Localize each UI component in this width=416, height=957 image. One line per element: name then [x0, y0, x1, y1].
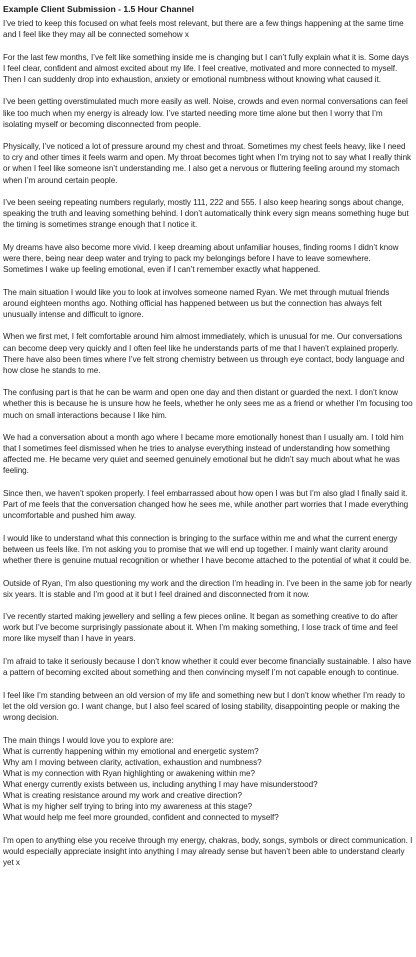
question-item: What would help me feel more grounded, confident and connected to myself? [3, 813, 279, 823]
document-title: Example Client Submission - 1.5 Hour Channel [3, 4, 195, 14]
paragraph-numbers: I’ve been seeing repeating numbers regularly, mostly 111, 222 and 555. I also keep hearing songs about change, speaking the truth and leaving something behind. I don’t automatically think every sign means something huge but the timing is sometimes strange enough that I notice it. [3, 198, 409, 230]
paragraph-overstimulation: I’ve been getting overstimulated much more easily as well. Noise, crowds and even normal conversations can feel like too much when my energy is already low. I’ve started needing more time alone but then I worry that I’m isolating myself or becoming disconnected from people. [3, 97, 408, 129]
questions-list [3, 735, 413, 824]
question-item: What energy currently exists between us, including anything I may have misunderstood? [3, 779, 318, 789]
paragraph-since-then: Since then, we haven’t spoken properly. I feel embarrassed about how open I was but I’m also glad I finally said it. Part of me feels that the conversation changed how he sees me, while another part worries that I made everything uncomfortable and pushed him away. [3, 489, 409, 521]
question-item: What is currently happening within my emotional and energetic system? [3, 746, 259, 756]
questions-intro: The main things I would love you to explore are: [3, 735, 174, 745]
question-item: What is my connection with Ryan highlighting or awakening within me? [3, 768, 255, 778]
paragraph-work: Outside of Ryan, I’m also questioning my work and the direction I’m heading in. I’ve been in the same job for nearly six years. It is stable and I’m good at it but I feel drained and disconnected from it now. [3, 578, 412, 599]
paragraph-physical: Physically, I’ve noticed a lot of pressure around my chest and throat. Sometimes my chest feels heavy, like I need to cry and other times it feels warm and open. My throat becomes tight when I’m trying not to say what I really think or when I feel like someone isn’t understanding me. I also get a nervous or fluttering feeling around my stomach when I’m around certain people. [3, 142, 412, 185]
paragraph-dreams: My dreams have also become more vivid. I keep dreaming about unfamiliar houses, finding rooms I didn’t know were there, being near deep water and trying to pack my belongings before I have to leave somewhere. Sometimes I wake up feeling emotional, even if I can’t remember exactly what happened. [3, 242, 399, 275]
paragraph-first-met: When we first met, I felt comfortable around him almost immediately, which is unusual for me. Our conversations can become deep very quickly and I often feel like he understands parts of me that I haven’t explained properly. There have also been times where I’ve felt strong chemistry between us through eye contact, body language and how close he stands to me. [3, 332, 405, 375]
question-item: Why am I moving between clarity, activation, exhaustion and numbness? [3, 757, 262, 767]
paragraph-confusing: The confusing part is that he can be warm and open one day and then distant or guarded the next. I don’t know whether this is because he is unsure how he feels, whether he only sees me as a friend or whether I’m focusing too much on small interactions because I like him. [3, 388, 413, 420]
paragraph-clarity: I would like to understand what this connection is bringing to the surface within me and what the current energy between us feels like. I’m not asking you to promise that we will end up together. I mainly want clarity around whether there is genuine mutual recognition or whether I have become attached to the potential of what it could be. [3, 533, 412, 565]
paragraph-ryan-intro: The main situation I would like you to look at involves someone named Ryan. We met through mutual friends around eighteen months ago. Nothing official has happened between us but the connection has always felt unusually intense and difficult to ignore. [3, 287, 390, 319]
paragraph-standing-between: I feel like I’m standing between an old version of my life and something new but I don’t know whether I’m ready to let the old version go. I want change, but I also feel scared of losing stability, disappointing people or making the wrong decision. [3, 690, 405, 722]
question-item: What is my higher self trying to bring into my awareness at this stage? [3, 802, 253, 812]
paragraph-jewellery: I’ve recently started making jewellery and selling a few pieces online. It began as something creative to do after work but I’ve become surprisingly passionate about it. When I’m making something, I lose track of time and feel more like myself than I have in years. [3, 612, 398, 644]
paragraph-intro: I’ve tried to keep this focused on what feels most relevant, but there are a few things happening at the same time and I feel like they may all be connected somehow x [3, 19, 404, 40]
paragraph-closing: I’m open to anything else you receive through my energy, chakras, body, songs, symbols or direct communication. I would especially appreciate insight into anything I may already sense but haven’t been able to understand clearly yet x [3, 835, 413, 867]
paragraph-afraid: I’m afraid to take it seriously because I don’t know whether it could ever become financially sustainable. I also have a pattern of becoming excited about something and then convincing myself I’m not capable enough to continue. [3, 657, 412, 678]
question-item: What is creating resistance around my work and creative direction? [3, 790, 242, 800]
paragraph-conversation: We had a conversation about a month ago where I became more emotionally honest than I usually am. I told him that I sometimes feel dismissed when he tries to analyse everything instead of understanding how something affected me. He became very quiet and seemed genuinely emotional but he didn’t say much about what he was feeling. [3, 433, 404, 476]
paragraph-changes: For the last few months, I’ve felt like something inside me is changing but I can’t fully explain what it is. Some days I feel clear, confident and almost excited about my life. I feel creative, motivated and more connected to myself. Then I can suddenly drop into exhaustion, anxiety or emotional numbness without knowing what caused it. [3, 52, 409, 84]
